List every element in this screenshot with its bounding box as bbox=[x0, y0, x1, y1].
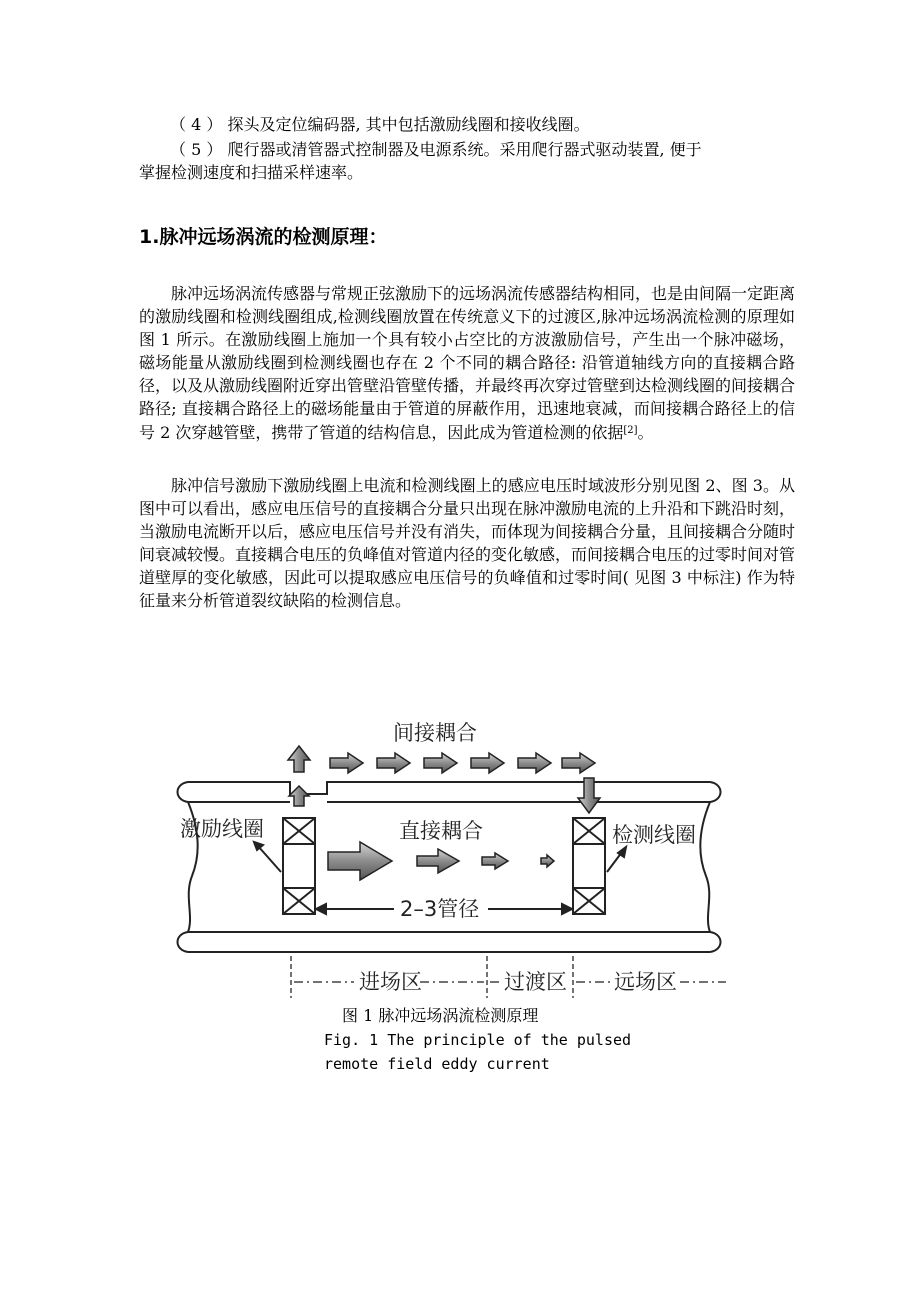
section-heading: 1.脉冲远场涡流的检测原理： bbox=[139, 226, 388, 248]
label-zone-far: 远场区 bbox=[614, 970, 677, 994]
label-detector-coil: 检测线圈 bbox=[612, 823, 696, 847]
citation-ref: [2] bbox=[623, 424, 638, 436]
exciter-coil bbox=[283, 818, 315, 914]
paragraph-waveform: 脉冲信号激励下激励线圈上电流和检测线圈上的感应电压时域波形分别见图 2、图 3。从图中可以看出，感应电压信号的直接耦合分量只出现在脉冲激励电流的上升沿和下跳沿时刻，当激励电流断开以后，感应电压信号并没有消失，而体现为间接耦合分量，且间接耦合分随时间衰减较慢。直接耦合电压的负峰值对管道内径的变化敏感，而间接耦合电压的过零时间对管道壁厚的变化敏感，因此可以提取感应电压信号的负峰值和过零时间( 见图 3 中标注) 作为特征量来分析管道裂纹缺陷的检测信息。 bbox=[139, 476, 796, 611]
label-spacing: 2–3管径 bbox=[400, 897, 480, 921]
pulsed-rfec-diagram bbox=[170, 716, 726, 998]
list-item-4: （ 4 ） 探头及定位编码器, 其中包括激励线圈和接收线圈。 bbox=[170, 115, 590, 134]
label-zone-transition: 过渡区 bbox=[504, 970, 567, 994]
figure-caption-zh: 图 1 脉冲远场涡流检测原理 bbox=[342, 1006, 539, 1025]
paragraph-principle-end: 。 bbox=[637, 422, 654, 442]
direct-coupling-arrows bbox=[328, 842, 554, 880]
paragraph-principle bbox=[139, 282, 795, 444]
figure-caption-en-line2: remote field eddy current bbox=[324, 1055, 550, 1073]
label-exciter-coil: 激励线圈 bbox=[180, 817, 264, 841]
detector-coil bbox=[573, 818, 605, 914]
label-indirect-coupling: 间接耦合 bbox=[393, 721, 477, 745]
list-item-5: （ 5 ） 爬行器或清管器式控制器及电源系统。采用爬行器式驱动装置, 便于 bbox=[170, 140, 702, 159]
paragraph-principle-text: 脉冲远场涡流传感器与常规正弦激励下的远场涡流传感器结构相同，也是由间隔一定距离的激励线圈和检测线圈组成,检测线圈放置在传统意义下的过渡区,脉冲远场涡流检测的原理如图 1 所示。在激励线圈上施加一个具有较小占空比的方波激励信号，产生出一个脉冲磁场，磁场能量从激励线圈到检测线圈也存在 2 个不同的耦合路径: 沿管道轴线方向的直接耦合路径，以及从激励线圈附近穿出管壁沿管壁传播，并最终再次穿过管壁到达检测线圈的间接耦合路径; 直接耦合路径上的磁场能量由于管道的屏蔽作用，迅速地衰减，而间接耦合路径上的信号 2 次穿越管壁，携带了管道的结构信息，因此成为管道检测的依据 bbox=[139, 284, 796, 442]
figure-caption-en-line1: Fig. 1 The principle of the pulsed bbox=[324, 1031, 632, 1049]
list-item-5-continued: 掌握检测速度和扫描采样速率。 bbox=[139, 163, 364, 182]
label-zone-near: 进场区 bbox=[359, 970, 422, 994]
label-direct-coupling: 直接耦合 bbox=[399, 819, 483, 843]
